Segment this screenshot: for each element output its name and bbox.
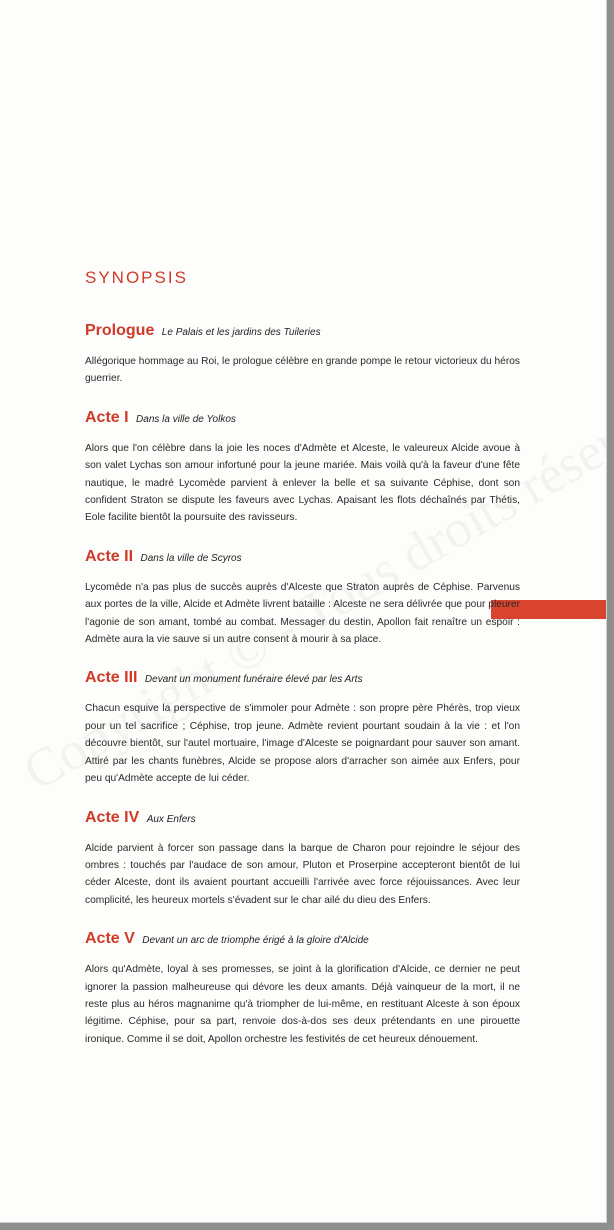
act-title [85,668,520,690]
act-place: Aux Enfers [146,813,196,825]
act-section-1 [85,408,520,527]
act-name: Acte IV [85,808,140,826]
act-name: Prologue [85,322,155,339]
act-summary: Alors que l'on célèbre dans la joie les noces d'Admète et Alceste, le valeureux Alcide avoue à son valet Lychas son amour infortuné pour la jeune mariée. Mais voilà qu'à la faveur d'une fête nautique, le madré Lycomède parvient à enlever la belle et sa suivante Céphise, dont son confident Straton se dispute les faveurs avec Lychas. Apaisant les flots déchaînés par Thétis, Eole facilite bientôt la poursuite des ravisseurs. [85,442,520,524]
act-name: Acte I [85,408,129,426]
act-summary: Alcide parvient à forcer son passage dans la barque de Charon pour rejoindre le séjour des ombres : touchés par l'audace de son amour, Pluton et Proserpine accepteront bientôt de lui céder Alceste, dont ils avaient pourtant accueilli l'arrivée avec force réjouissances. Avec leur complicité, les heureux mortels s'évadent sur le char ailé du dieu des Enfers. [85,842,520,906]
act-name: Acte II [85,547,134,565]
act-place: Devant un arc de triomphe érigé à la gloire d'Alcide [142,935,369,947]
act-title [85,321,520,343]
act-title [85,929,520,951]
act-place: Devant un monument funéraire élevé par les Arts [144,674,363,686]
act-title [85,808,520,830]
act-summary: Lycomède n'a pas plus de succès auprès d'Alceste que Straton auprès de Céphise. Parvenus aux portes de la ville, Alcide et Admète livrent bataille : Alceste ne sera délivrée que pour pleurer l'agonie de son amant, tombé au combat. Messager du destin, Apollon fait renaître un espoir : Admète aura la vie sauve si un autre consent à mourir à sa place. [85,581,520,646]
act-section-2 [85,547,520,649]
act-name: Acte III [85,669,138,687]
act-summary: Chacun esquive la perspective de s'immoler pour Admète : son propre père Phérès, trop vieux pour un tel sacrifice ; Céphise, trop jeune. Admète revient pourtant soudain à la vie : et l'on découvre bientôt, sur l'autel mortuaire, l'image d'Alceste se poignardant pour sauver son amant. Attiré par les chants funèbres, Alcide se propose alors d'arracher son aimée aux Enfers, pour peu qu'Admète accepte de lui céder. [85,703,520,785]
act-summary: Allégorique hommage au Roi, le prologue célèbre en grande pompe le retour victorieux du héros guerrier. [85,356,520,385]
act-section-5 [85,929,520,1048]
act-summary: Alors qu'Admète, loyal à ses promesses, se joint à la glorification d'Alcide, ce dernier ne peut ignorer la passion malheureuse qui dévore les deux amants. Déjà vainqueur de la mort, il ne reste plus au héros magnanime qu'à triompher de lui-même, en restituant Alceste à son époux légitime. Céphise, pour sa part, renvoie dos-à-dos ses deux prétendants en une pirouette ironique. Comme il se doit, Apollon orchestre les festivités de cet heureux dénouement. [85,964,520,1045]
act-title [85,408,520,430]
act-place: Dans la ville de Yolkos [136,413,236,425]
act-place: Dans la ville de Scyros [140,552,242,564]
act-name: Acte V [85,930,135,948]
act-section-3 [85,668,520,787]
synopsis-content [85,266,520,1068]
act-section-4 [85,808,520,910]
act-title [85,547,520,569]
act-place: Le Palais et les jardins des Tuileries [161,327,321,338]
page-title: SYNOPSIS [85,268,188,287]
act-section-prologue [85,321,520,388]
